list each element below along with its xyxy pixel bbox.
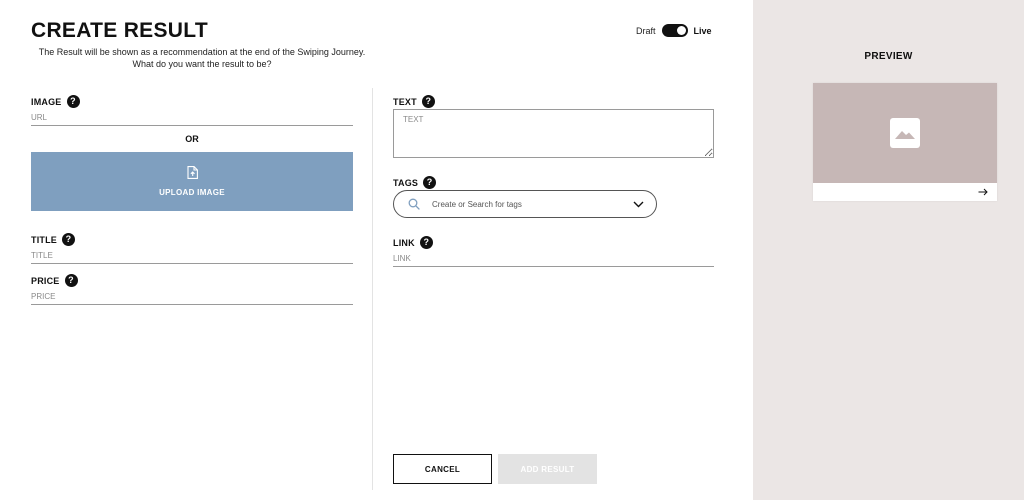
arrow-right-icon[interactable] (978, 188, 988, 196)
tags-label (393, 176, 436, 189)
cancel-button[interactable]: CANCEL (393, 454, 492, 484)
page-title: CREATE RESULT (31, 19, 208, 42)
text-textarea[interactable] (393, 109, 714, 158)
preview-pane (753, 0, 1024, 500)
preview-card-footer (813, 183, 997, 201)
page-subtitle (31, 46, 373, 70)
preview-card (813, 83, 997, 201)
price-input[interactable] (31, 289, 353, 305)
draft-label: Draft (636, 25, 656, 36)
preview-title: PREVIEW (864, 51, 913, 62)
chevron-down-icon (633, 201, 644, 208)
image-label (31, 95, 80, 108)
subtitle-line-2: What do you want the result to be? (132, 59, 272, 69)
file-upload-icon (187, 166, 198, 179)
switch-knob (677, 26, 686, 35)
add-result-button[interactable]: ADD RESULT (498, 454, 597, 484)
question-circle-icon[interactable]: ? (62, 233, 75, 246)
text-label (393, 95, 435, 108)
tags-label-text: TAGS (393, 177, 419, 188)
image-placeholder-icon (890, 118, 920, 148)
text-label-text: TEXT (393, 96, 417, 107)
price-label (31, 274, 78, 287)
question-circle-icon[interactable]: ? (423, 176, 436, 189)
image-label-text: IMAGE (31, 96, 62, 107)
title-input[interactable] (31, 248, 353, 264)
question-circle-icon[interactable]: ? (67, 95, 80, 108)
subtitle-line-1: The Result will be shown as a recommendation at the end of the Swiping Journey. (38, 47, 366, 57)
live-label: Live (693, 25, 712, 36)
upload-image-label: UPLOAD IMAGE (159, 188, 225, 197)
tags-placeholder: Create or Search for tags (432, 199, 522, 209)
link-input[interactable] (393, 251, 714, 267)
question-circle-icon[interactable]: ? (420, 236, 433, 249)
link-label-text: LINK (393, 237, 415, 248)
or-separator: OR (185, 134, 199, 144)
title-label (31, 233, 75, 246)
mountain-glyph (894, 126, 916, 140)
question-circle-icon[interactable]: ? (65, 274, 78, 287)
upload-image-button[interactable] (31, 152, 353, 211)
image-url-input[interactable] (31, 110, 353, 126)
draft-live-switch[interactable] (662, 24, 688, 37)
question-circle-icon[interactable]: ? (422, 95, 435, 108)
status-toggle (636, 24, 712, 37)
title-label-text: TITLE (31, 234, 57, 245)
preview-image-placeholder (813, 83, 997, 183)
column-divider (372, 88, 373, 490)
search-icon (408, 198, 420, 210)
link-label (393, 236, 433, 249)
tags-select[interactable] (393, 190, 657, 218)
price-label-text: PRICE (31, 275, 60, 286)
